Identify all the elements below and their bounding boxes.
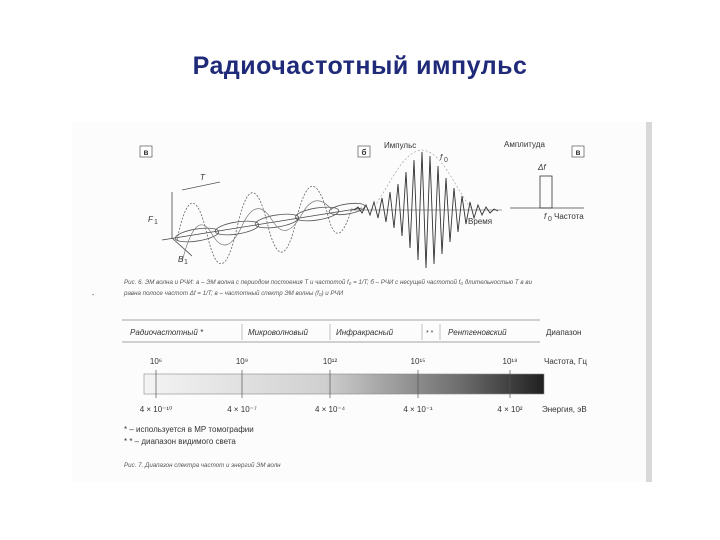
period-bracket — [182, 182, 220, 190]
band-visible: * * — [426, 330, 434, 337]
panel-b-rf-pulse — [350, 141, 502, 268]
freq-tick-2: 10⁹ — [235, 357, 249, 366]
label-f0-spectrum: f — [544, 212, 547, 221]
figure6-caption-line2: равна полосе частот Δf = 1/T; в – частотный спектр ЭМ волны (f₀) и РЧИ — [124, 290, 344, 297]
freq-tick-1: 10⁶ — [149, 357, 163, 366]
spectrum-gradient-bar — [144, 374, 544, 394]
label-range: Диапазон — [546, 328, 582, 337]
label-f0-pulse-sub: 0 — [444, 157, 448, 164]
figure7-caption: Рис. 7. Диапазон спектра частот и энергий ЭМ волн — [124, 462, 281, 469]
label-B-sub: 1 — [184, 259, 188, 266]
label-f0-pulse: f — [440, 153, 443, 162]
panel-a-tag: в — [143, 148, 149, 157]
figure7-spectrum — [122, 320, 587, 469]
note-mri: * – используется в МР томографии — [124, 425, 254, 434]
band-xray: Рентгеновский — [448, 328, 507, 337]
label-T: T — [200, 173, 205, 182]
margin-mark: - — [92, 292, 95, 299]
band-microwave: Микроволновый — [248, 328, 308, 337]
energy-tick-5: 4 × 10² — [497, 405, 523, 414]
propagation-axis — [162, 208, 362, 240]
energy-tick-4: 4 × 10⁻¹ — [403, 405, 433, 414]
slide-title: Радиочастотный импульс — [192, 52, 528, 80]
freq-axis-label: Частота, Гц — [544, 357, 588, 366]
panel-c-tag: в — [575, 148, 581, 157]
panel-b-tag: б — [361, 148, 367, 157]
band-infrared: Инфракрасный — [336, 328, 394, 337]
spectrum-band — [540, 176, 552, 208]
figure-canvas — [72, 122, 652, 482]
sine-wave-b — [182, 201, 332, 262]
energy-tick-3: 4 × 10⁻⁴ — [314, 405, 346, 414]
label-B: B — [178, 255, 184, 264]
energy-tick-1: 4 × 10⁻¹⁰ — [139, 405, 173, 414]
scanned-figure — [72, 122, 652, 482]
label-freq: Частота — [554, 212, 584, 221]
b-field-axis — [172, 238, 192, 256]
label-impulse: Импульс — [384, 141, 417, 150]
band-radio: Радиочастотный * — [130, 328, 204, 337]
freq-tick-4: 10¹⁵ — [410, 357, 426, 366]
label-f0-spectrum-sub: 0 — [548, 216, 552, 223]
label-time: Время — [468, 217, 493, 226]
energy-tick-2: 4 × 10⁻⁷ — [227, 405, 257, 414]
label-F-sub: 1 — [154, 219, 158, 226]
label-delta-f: Δf — [538, 163, 546, 172]
freq-tick-3: 10¹² — [322, 357, 338, 366]
figure6-caption-line1: Рис. 6. ЭМ волна и РЧИ: а – ЭМ волна с периодом постоения T и частотой f₀ = 1/T; б – РЧИ с несущей частотой f₀ длительностью T в ви — [124, 279, 533, 286]
freq-tick-5: 10¹⁸ — [502, 357, 518, 366]
energy-axis-label: Энергия, эВ — [542, 405, 587, 414]
panel-c-spectrum — [504, 140, 584, 223]
note-visible: * * – диапазон видимого света — [124, 437, 236, 446]
label-amplitude: Амплитуда — [504, 140, 545, 149]
label-F: F — [148, 215, 153, 224]
panel-a-em-wave — [140, 146, 366, 266]
